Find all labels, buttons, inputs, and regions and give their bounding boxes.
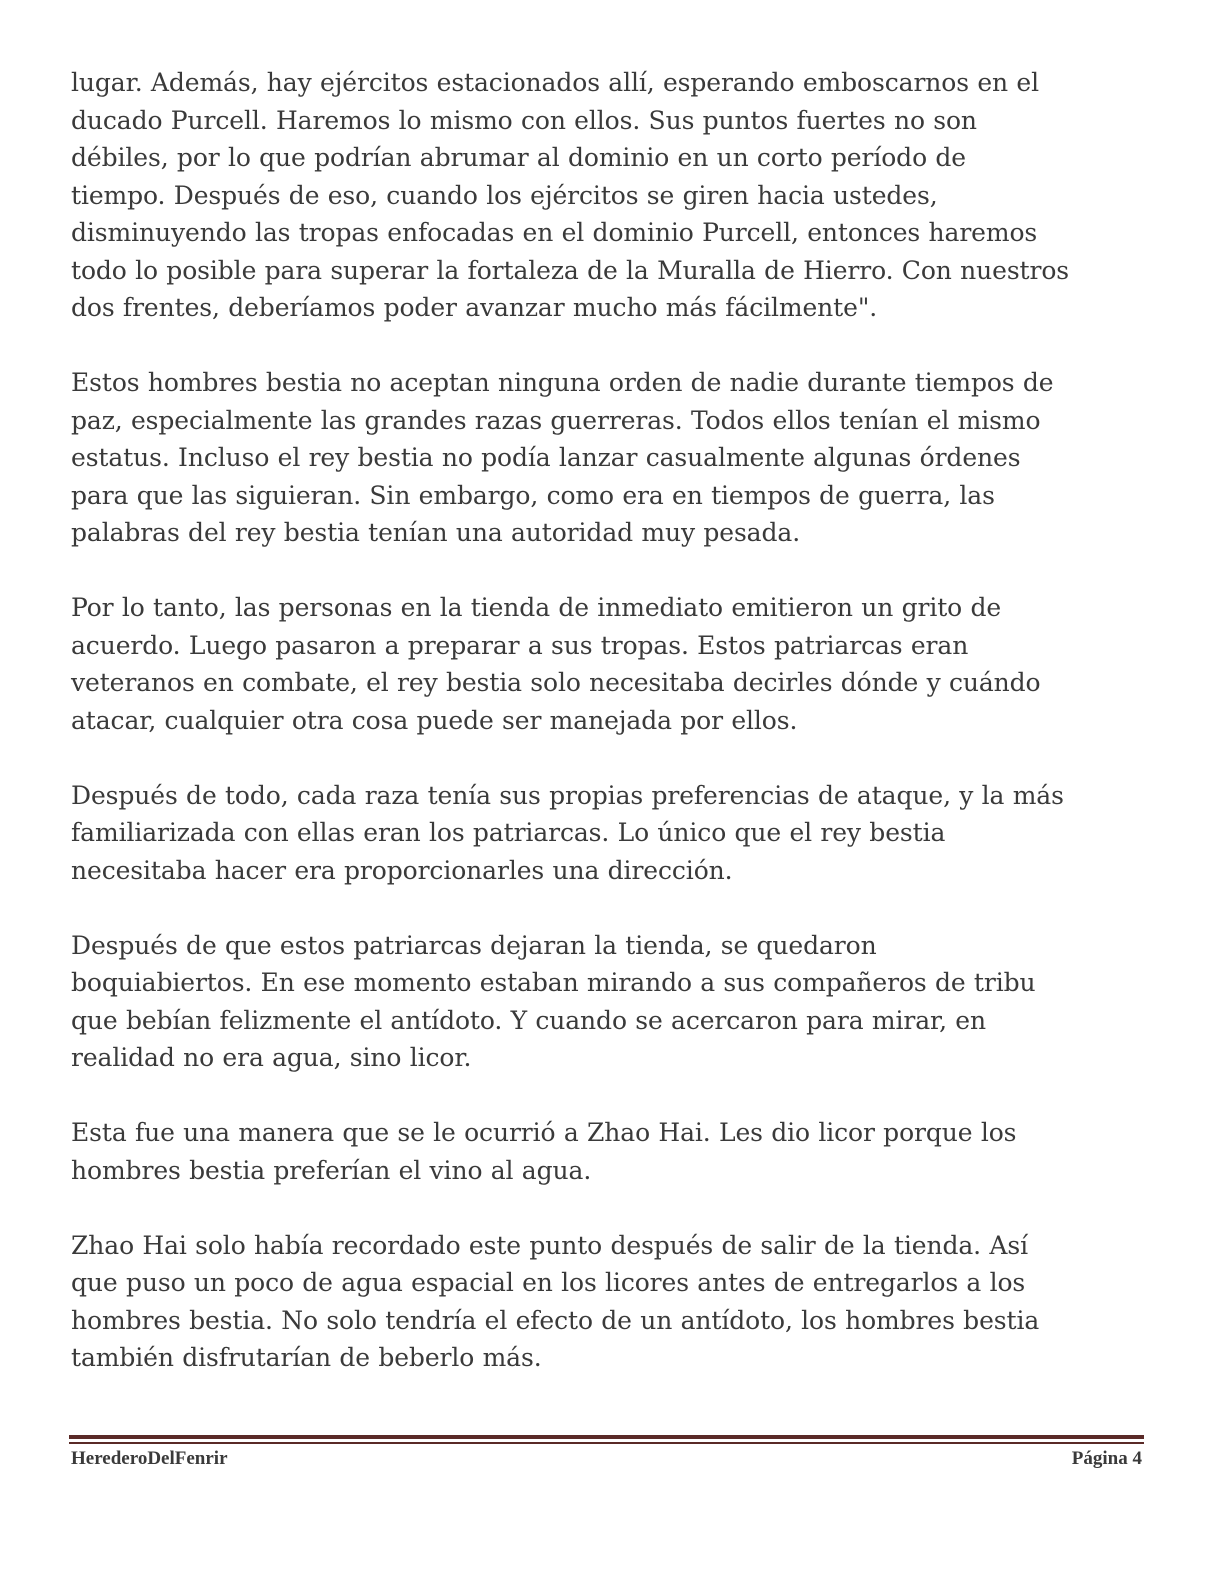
text-line: Esta fue una manera que se le ocurrió a Zhao Hai. Les dio licor porque los	[71, 1118, 1017, 1147]
text-line: Por lo tanto, las personas en la tienda de inmediato emitieron un grito de	[71, 593, 1002, 622]
paragraph-1	[71, 64, 1151, 327]
text-line: Después de todo, cada raza tenía sus propias preferencias de ataque, y la más	[71, 780, 1064, 810]
text-line: palabras del rey bestia tenían una autoridad muy pesada.	[71, 518, 801, 547]
paragraph-6	[71, 1114, 1151, 1189]
text-line: veteranos en combate, el rey bestia solo necesitaba decirles dónde y cuándo	[71, 668, 1041, 697]
text-line: familiarizada con ellas eran los patriarcas. Lo único que el rey bestia	[71, 818, 946, 847]
text-line: disminuyendo las tropas enfocadas en el dominio Purcell, entonces haremos	[71, 218, 1038, 247]
footer-divider-thin	[69, 1442, 1144, 1444]
text-line: boquiabiertos. En ese momento estaban mirando a sus compañeros de tribu	[71, 968, 1036, 997]
document-body	[71, 64, 1151, 1414]
text-line: que puso un poco de agua espacial en los licores antes de entregarlos a los	[71, 1268, 1026, 1297]
paragraph-3	[71, 589, 1151, 739]
text-line: paz, especialmente las grandes razas guerreras. Todos ellos tenían el mismo	[71, 405, 1041, 435]
footer-page-number: Página 4	[1071, 1448, 1142, 1469]
text-line: Zhao Hai solo había recordado este punto después de salir de la tienda. Así	[71, 1230, 1028, 1260]
text-line: dos frentes, deberíamos poder avanzar mucho más fácilmente".	[71, 293, 878, 322]
paragraph-7	[71, 1227, 1151, 1377]
text-line: todo lo posible para superar la fortaleza de la Muralla de Hierro. Con nuestros	[71, 255, 1070, 285]
text-line: estatus. Incluso el rey bestia no podía lanzar casualmente algunas órdenes	[71, 443, 1021, 472]
text-line: también disfrutarían de beberlo más.	[71, 1343, 542, 1372]
text-line: débiles, por lo que podrían abrumar al dominio en un corto período de	[71, 143, 966, 172]
footer-divider-thick	[69, 1435, 1144, 1439]
text-line: lugar. Además, hay ejércitos estacionados allí, esperando emboscarnos en el	[71, 68, 1039, 97]
text-line: Estos hombres bestia no aceptan ninguna orden de nadie durante tiempos de	[71, 368, 1054, 397]
paragraph-4	[71, 777, 1151, 890]
text-line: para que las siguieran. Sin embargo, como era en tiempos de guerra, las	[71, 480, 995, 510]
text-line: ducado Purcell. Haremos lo mismo con ellos. Sus puntos fuertes no son	[71, 105, 977, 135]
text-line: realidad no era agua, sino licor.	[71, 1043, 472, 1072]
text-line: atacar, cualquier otra cosa puede ser manejada por ellos.	[71, 705, 798, 735]
text-line: que bebían felizmente el antídoto. Y cuando se acercaron para mirar, en	[71, 1005, 986, 1035]
footer-author: HerederoDelFenrir	[71, 1448, 228, 1469]
text-line: Después de que estos patriarcas dejaran la tienda, se quedaron	[71, 930, 877, 960]
paragraph-5	[71, 927, 1151, 1077]
paragraph-2	[71, 364, 1151, 552]
text-line: necesitaba hacer era proporcionarles una dirección.	[71, 855, 733, 885]
text-line: acuerdo. Luego pasaron a preparar a sus tropas. Estos patriarcas eran	[71, 630, 969, 660]
text-line: hombres bestia preferían el vino al agua.	[71, 1155, 592, 1185]
text-line: hombres bestia. No solo tendría el efecto de un antídoto, los hombres bestia	[71, 1305, 1040, 1335]
text-line: tiempo. Después de eso, cuando los ejércitos se giren hacia ustedes,	[71, 180, 938, 210]
